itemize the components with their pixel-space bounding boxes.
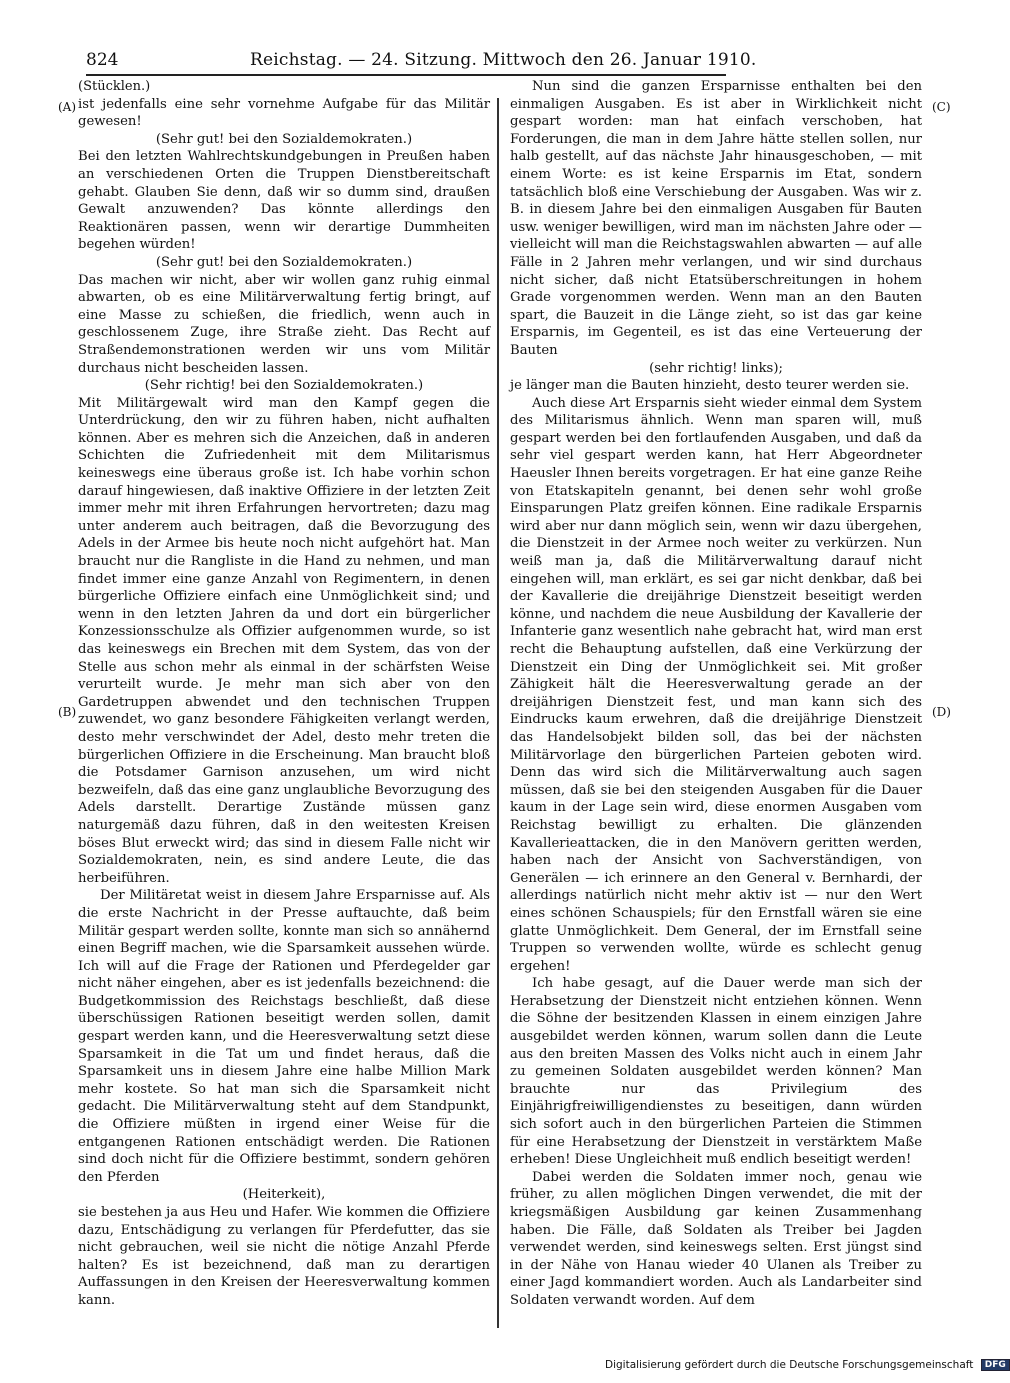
margin-marker-c: (C) xyxy=(932,100,951,114)
paragraph: Bei den letzten Wahlrechtskundgebungen in Preußen haben an verschiedenen Orten die Truppen Dienstbereitschaft gehabt. Glauben Sie denn, daß wir so dumm sind, draußen Gewalt anzuwenden? Das könnte allerdings den Reaktionären passen, wenn wir derartige Dummheiten begehen würden! xyxy=(78,149,490,253)
speaker-name: (Stücklen.) xyxy=(78,79,151,94)
paragraph: Ich habe gesagt, auf die Dauer werde man sich der Herabsetzung der Dienstzeit nicht entziehen können. Wenn die Söhne der besitzenden Klassen in einem einzigen Jahre ausgebildet werden können, warum sollen dann die Leute aus den breiten Massen des Volks nicht auch in einem Jahr zu gemeinen Soldaten ausgebildet werden können? Man brauchte nur das Privilegium des Einjährigfreiwilligendienstes zu beseitigen, dann würden sich sofort auch in den bürgerlichen Parteien die Stimmen für eine Herabsetzung der Dienstzeit in verstärktem Maße erheben! Diese Ungleichheit muß endlich beseitigt werden! xyxy=(510,976,922,1168)
interjection: (Sehr gut! bei den Sozialdemokraten.) xyxy=(155,131,413,147)
paragraph: Nun sind die ganzen Ersparnisse enthalten bei den einmaligen Ausgaben. Es ist aber in Wirklichkeit nicht gespart worden: man hat einfach verschoben, hat Forderungen, die man in dem Jahre hätte stellen sollen, nur halb gestellt, auf das nächste Jahr hinausgeschoben, — mit einem Worte: es ist keine Ersparnis im Etat, sondern tatsächlich bloß eine Verschiebung der Ausgaben. Was wir z. B. in diesem Jahre bei den einmaligen Ausgaben für Bauten usw. weniger bewilligen, wird man im nächsten Jahre oder — vielleicht will man die Reichstagswahlen abwarten — auf alle Fälle in 2 Jahren mehr verlangen, und wir sind durchaus nicht sicher, daß nicht Etatsüberschreitungen in hohem Grade vorgenommen werden. Wenn man an den Bauten spart, die Bauzeit in die Länge zieht, so ist das gar keine Ersparnis, im Gegenteil, es ist das eine Verteuerung der Bauten xyxy=(510,79,922,358)
dfg-logo: DFG xyxy=(981,1359,1010,1371)
paragraph: Dabei werden die Soldaten immer noch, genau wie früher, zu allen möglichen Dingen verwendet, die mit der kriegsmäßigen Ausbildung gar keinen Zusammenhang haben. Die Fälle, daß Soldaten als Treiber bei Jagden verwendet werden, sind keineswegs selten. Erst jüngst sind in der Nähe von Hanau wieder 40 Ulanen als Treiber zu einer Jagd kommandiert worden. Auch als Landarbeiter sind Soldaten verwandt worden. Auf dem xyxy=(510,1169,922,1308)
paragraph: Auch diese Art Ersparnis sieht wieder einmal dem System des Militarismus ähnlich. Wenn man sparen will, muß gespart werden bei den fortlaufenden Ausgaben, und daß da sehr viel gespart werden kann, hat Herr Abgeordneter Haeusler Ihnen bereits vorgetragen. Er hat eine ganze Reihe von Etatskapiteln genannt, bei denen sehr wohl große Einsparungen Platz greifen können. Eine radikale Ersparnis wird aber nur dann möglich sein, wenn wir dazu übergehen, die Dienstzeit in der Armee noch weiter zu verkürzen. Nun weiß man ja, daß die Militärverwaltung darauf nicht eingehen will, man erklärt, es sei gar nicht denkbar, daß bei der Kavallerie die dreijährige Dienstzeit beseitigt werden könne, und nachdem die neue Ausbildung der Kavallerie der Infanterie ganz wesentlich nahe gebracht hat, wird man erst recht die Behauptung aufstellen, daß eine Verkürzung der Dienstzeit ein Ding der Unmöglichkeit sei. Mit großer Zähigkeit hält die Heeresverwaltung gerade an der dreijährigen Dienstzeit fest, und man kann sich des Eindrucks kaum erwehren, daß die dreijährige Dienstzeit das Handelsobjekt bilden soll, das bei der nächsten Militärvorlage den bürgerlichen Parteien geboten wird. Denn das wird sich die Militärverwaltung auch sagen müssen, daß sie bei den steigenden Ausgaben für die Dauer kaum in der Lage sein wird, diese enormen Ausgaben vom Reichstag bewilligt zu erhalten. Die glänzenden Kavallerieattacken, die in den Manövern geritten werden, haben nach der Ansicht von Sachverständigen, von Generälen — ich erinnere an den General v. Bernhardi, der allerdings natürlich nicht mehr aktiv ist — nur den Wert eines schönen Schauspiels; für den Ernstfall wären sie eine glatte Unmöglichkeit. Dem General, der im Ernstfall seine Truppen so verwenden wollte, würde es schlecht genug ergehen! xyxy=(510,395,922,974)
interjection: (sehr richtig! links); xyxy=(649,360,783,376)
interjection: (Sehr richtig! bei den Sozialdemokraten.) xyxy=(144,378,424,394)
interjection: (Heiterkeit), xyxy=(242,1187,326,1203)
interjection: (Sehr gut! bei den Sozialdemokraten.) xyxy=(155,254,413,270)
column-divider xyxy=(497,98,499,1328)
page-header xyxy=(86,50,757,74)
paragraph: Mit Militärgewalt wird man den Kampf gegen die Unterdrückung, den wir zu führen haben, nicht aufhalten können. Aber es mehren sich die Anzeichen, daß in anderen Schichten die Zufriedenheit mit dem Militarismus keineswegs eine überaus große ist. Ich habe vorhin schon darauf hingewiesen, daß inaktive Offiziere in der letzten Zeit immer mehr mit ihren Erfahrungen hervortreten; dazu mag unter anderem auch beitragen, daß die Bevorzugung des Adels in der Armee bis heute noch nicht aufgehört hat. Man braucht nur die Rangliste in die Hand zu nehmen, und man findet immer eine ganze Anzahl von Regimentern, in denen bürgerliche Offiziere einfach eine Unmöglichkeit sind; und wenn in den letzten Jahren da und dort ein bürgerlicher Konzessionsschulze als Offizier aufgenommen wurde, so ist das keineswegs ein Brechen mit dem System, das von der Stelle aus schon mehr als einmal in der schärfsten Weise verurteilt wurde. Je mehr man sich aber von den Gardetruppen abwendet und den technischen Truppen zuwendet, wo ganz besondere Fähigkeiten verlangt werden, desto mehr verschwindet der Adel, desto mehr treten die bürgerlichen Offiziere in die Erscheinung. Man braucht bloß die Potsdamer Garnison anzusehen, um wird nicht bezweifeln, daß das eine ganz unglaubliche Bevorzugung des Adels darstellt. Derartige Zustände müssen ganz naturgemäß dazu führen, daß in den weitesten Kreisen böses Blut erweckt wird; das sind in diesem Falle nicht wir Sozialdemokraten, nein, es sind andere Leute, die das herbeiführen. xyxy=(78,395,490,886)
credit-text: Digitalisierung gefördert durch die Deutsche Forschungsgemeinschaft xyxy=(605,1359,974,1371)
paragraph: Der Militäretat weist in diesem Jahre Ersparnisse auf. Als die erste Nachricht in der Presse auftauchte, daß beim Militär gespart werden sollte, konnte man sich so annähernd einen Begriff machen, wie die Sparsamkeit aussehen würde. Ich will auf die Frage der Rationen und Pferdegelder gar nicht näher eingehen, aber es ist jedenfalls bezeichnend: die Budgetkommission des Reichstags beschließt, daß diese überschüssigen Rationen beseitigt werden sollen, damit gespart werden kann, und die Heeresverwaltung setzt diese Sparsamkeit in die Tat um und findet heraus, daß die Sparsamkeit uns in diesem Jahre eine halbe Million Mark mehr kostete. So hat man sich die Sparsamkeit nicht gedacht. Die Militärverwaltung steht auf dem Standpunkt, die Offiziere müßten in irgend einer Weise für die entgangenen Rationen entschädigt werden. Die Rationen sind doch nicht für die Offiziere bestimmt, sondern gehören den Pferden xyxy=(78,888,490,1185)
margin-marker-b: (B) xyxy=(58,705,77,719)
header-rule xyxy=(86,74,726,76)
paragraph: Das machen wir nicht, aber wir wollen ganz ruhig einmal abwarten, ob es eine Militärverwaltung fertig bringt, auf eine Masse zu schießen, die friedlich, wenn auch in geschlossenem Zuge, ihre Straße zieht. Das Recht auf Straßendemonstrationen werden wir uns vom Militär durchaus nicht bescheiden lassen. xyxy=(78,272,490,376)
paragraph: ist jedenfalls eine sehr vornehme Aufgabe für das Militär gewesen! xyxy=(78,96,490,130)
margin-marker-d: (D) xyxy=(932,705,951,719)
left-column xyxy=(78,78,490,1328)
page-number: 824 xyxy=(86,50,119,70)
running-title: Reichstag. — 24. Sitzung. Mittwoch den 26. Januar 1910. xyxy=(250,50,757,70)
paragraph: je länger man die Bauten hinzieht, desto teurer werden sie. xyxy=(510,378,910,394)
digitization-credit xyxy=(605,1359,1010,1371)
margin-marker-a: (A) xyxy=(58,100,77,114)
paragraph: sie bestehen ja aus Heu und Hafer. Wie kommen die Offiziere dazu, Entschädigung zu verlangen für Pferdefutter, das sie nicht gebrauchen, weil sie nicht die nötige Anzahl Pferde halten? Es ist bezeichnend, daß man zu derartigen Auffassungen in den Kreisen der Heeresverwaltung kommen kann. xyxy=(78,1205,490,1308)
right-column xyxy=(510,78,922,1328)
